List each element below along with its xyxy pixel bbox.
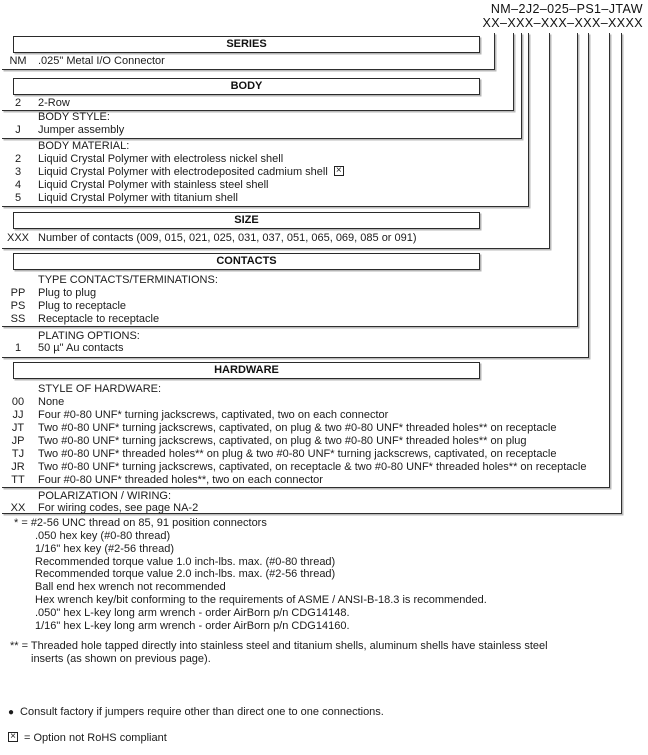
star-footnote [14, 517, 487, 633]
not-rohs-icon [8, 732, 18, 742]
option-code: JP [11, 435, 25, 447]
option-desc: Liquid Crystal Polymer with stainless steel shell [38, 179, 269, 191]
option-code: NM [9, 55, 27, 67]
hardware-title: HARDWARE [214, 364, 279, 376]
star-footnote-line: .050" hex L-key long arm wrench - order AirBorn p/n CDG14148. [35, 606, 350, 619]
consult-factory-text: Consult factory if jumpers require other than direct one to one connections. [20, 706, 384, 718]
option-desc: Liquid Crystal Polymer with electroless nickel shell [38, 153, 284, 165]
option-desc: None [38, 396, 65, 408]
body-style-row-j [0, 124, 640, 137]
plating-row-1 [0, 342, 640, 355]
body-material-row-3 [0, 166, 640, 179]
hardware-row-jr [0, 461, 640, 474]
option-code: 2 [14, 153, 22, 165]
section-header-contacts [13, 253, 480, 270]
option-desc: Four #0-80 UNF* threaded holes**, two on each connector [38, 474, 323, 486]
hardware-row-tt [0, 474, 640, 487]
part-number-template: XX–XXX–XXX–XXX–XXXX [482, 15, 643, 30]
body-material-label: BODY MATERIAL: [38, 140, 130, 152]
body-material-row-2 [0, 153, 640, 166]
part-number-example: NM–2J2–025–PS1–JTAW [490, 2, 643, 16]
star-footnote-intro: * = #2-56 UNC thread on 85, 91 position connectors [14, 517, 267, 529]
option-desc: For wiring codes, see page NA-2 [38, 502, 199, 514]
hardware-style-label: STYLE OF HARDWARE: [38, 383, 162, 395]
option-desc: 2-Row [38, 97, 70, 109]
body-style-label: BODY STYLE: [38, 111, 110, 123]
contacts-row-ps [0, 300, 640, 313]
hardware-row-00 [0, 396, 640, 409]
consult-factory-note [8, 706, 384, 718]
option-code: TJ [11, 448, 25, 460]
section-header-series [13, 36, 480, 53]
size-row-xxx [0, 232, 640, 245]
star-footnote-line: Recommended torque value 2.0 inch-lbs. max. (#2-56 thread) [35, 568, 336, 581]
option-code: SS [10, 313, 26, 325]
option-desc: Number of contacts (009, 015, 021, 025, 031, 037, 051, 065, 069, 085 or 091) [38, 232, 417, 244]
option-code: XXX [6, 232, 29, 244]
option-desc: 50 µ" Au contacts [38, 342, 124, 354]
hardware-row-jp [0, 435, 640, 448]
option-code: PS [10, 300, 26, 312]
option-code: XX [10, 502, 26, 514]
option-desc-text: Liquid Crystal Polymer with electrodeposited cadmium shell [38, 166, 328, 178]
option-desc: Two #0-80 UNF* turning jackscrews, captivated, on plug & two #0-80 UNF* threaded holes** on receptacle [38, 422, 557, 434]
star-footnote-line: Hex wrench key/bit conforming to the requirements of ASME / ANSI-B-18.3 is recommended. [35, 594, 487, 607]
series-row-nm [0, 55, 640, 68]
option-code: JJ [12, 409, 24, 421]
hardware-row-tj [0, 448, 640, 461]
polarization-row-xx [0, 502, 640, 515]
option-code: PP [10, 287, 26, 299]
body-title: BODY [230, 80, 263, 92]
size-title: SIZE [234, 214, 259, 226]
option-desc [38, 166, 344, 179]
rohs-legend [8, 732, 167, 744]
body-row-2row [0, 97, 640, 110]
option-desc: Liquid Crystal Polymer with titanium shell [38, 192, 238, 204]
contacts-title: CONTACTS [216, 255, 277, 267]
section-header-body [13, 78, 480, 95]
option-code: 1 [14, 342, 22, 354]
option-desc: .025" Metal I/O Connector [38, 55, 165, 67]
section-header-size [13, 212, 480, 229]
not-rohs-icon [334, 166, 344, 176]
part-number [483, 3, 643, 30]
double-star-line2: inserts (as shown on previous page). [31, 652, 211, 665]
option-desc: Two #0-80 UNF* turning jackscrews, captivated, on plug & two #0-80 UNF* threaded holes** on plug [38, 435, 527, 447]
option-code: 2 [14, 97, 22, 109]
hardware-row-jt [0, 422, 640, 435]
option-code: 00 [11, 396, 25, 408]
option-desc: Jumper assembly [38, 124, 125, 136]
option-code: 3 [14, 166, 22, 178]
star-footnote-line: Recommended torque value 1.0 inch-lbs. max. (#0-80 thread) [35, 555, 336, 568]
star-footnote-line: 1/16" hex L-key long arm wrench - order AirBorn p/n CDG14160. [35, 619, 350, 632]
option-desc: Plug to plug [38, 287, 97, 299]
star-footnote-line: Ball end hex wrench not recommended [35, 581, 226, 594]
option-code: JT [11, 422, 25, 434]
contacts-row-ss [0, 313, 640, 326]
double-star-line1: ** = Threaded hole tapped directly into stainless steel and titanium shells, aluminum shells have stainless steel [10, 640, 548, 652]
body-material-row-5 [0, 192, 640, 205]
option-desc: Receptacle to receptacle [38, 313, 160, 325]
double-star-footnote [10, 640, 548, 666]
contacts-row-pp [0, 287, 640, 300]
option-code: TT [11, 474, 25, 486]
option-code: JR [11, 461, 25, 473]
series-title: SERIES [226, 38, 267, 50]
bullet-icon: ● [8, 707, 15, 718]
star-footnote-line: 1/16" hex key (#2-56 thread) [35, 542, 175, 555]
option-desc: Two #0-80 UNF* turning jackscrews, captivated, on receptacle & two #0-80 UNF* threaded holes** on receptacle [38, 461, 587, 473]
option-desc: Two #0-80 UNF* threaded holes** on plug & two #0-80 UNF* turning jackscrews, captivated, on receptacle [38, 448, 557, 460]
option-code: 4 [14, 179, 22, 191]
rohs-legend-text: = Option not RoHS compliant [24, 732, 167, 744]
plating-label: PLATING OPTIONS: [38, 330, 140, 342]
polarization-label: POLARIZATION / WIRING: [38, 490, 172, 502]
body-material-row-4 [0, 179, 640, 192]
section-header-hardware [13, 362, 480, 379]
option-code: 5 [14, 192, 22, 204]
star-footnote-line: .050 hex key (#0-80 thread) [35, 529, 171, 542]
option-code: J [15, 124, 21, 136]
hardware-row-jj [0, 409, 640, 422]
option-desc: Four #0-80 UNF* turning jackscrews, captivated, two on each connector [38, 409, 389, 421]
contacts-type-label: TYPE CONTACTS/TERMINATIONS: [38, 274, 218, 286]
option-desc: Plug to receptacle [38, 300, 127, 312]
